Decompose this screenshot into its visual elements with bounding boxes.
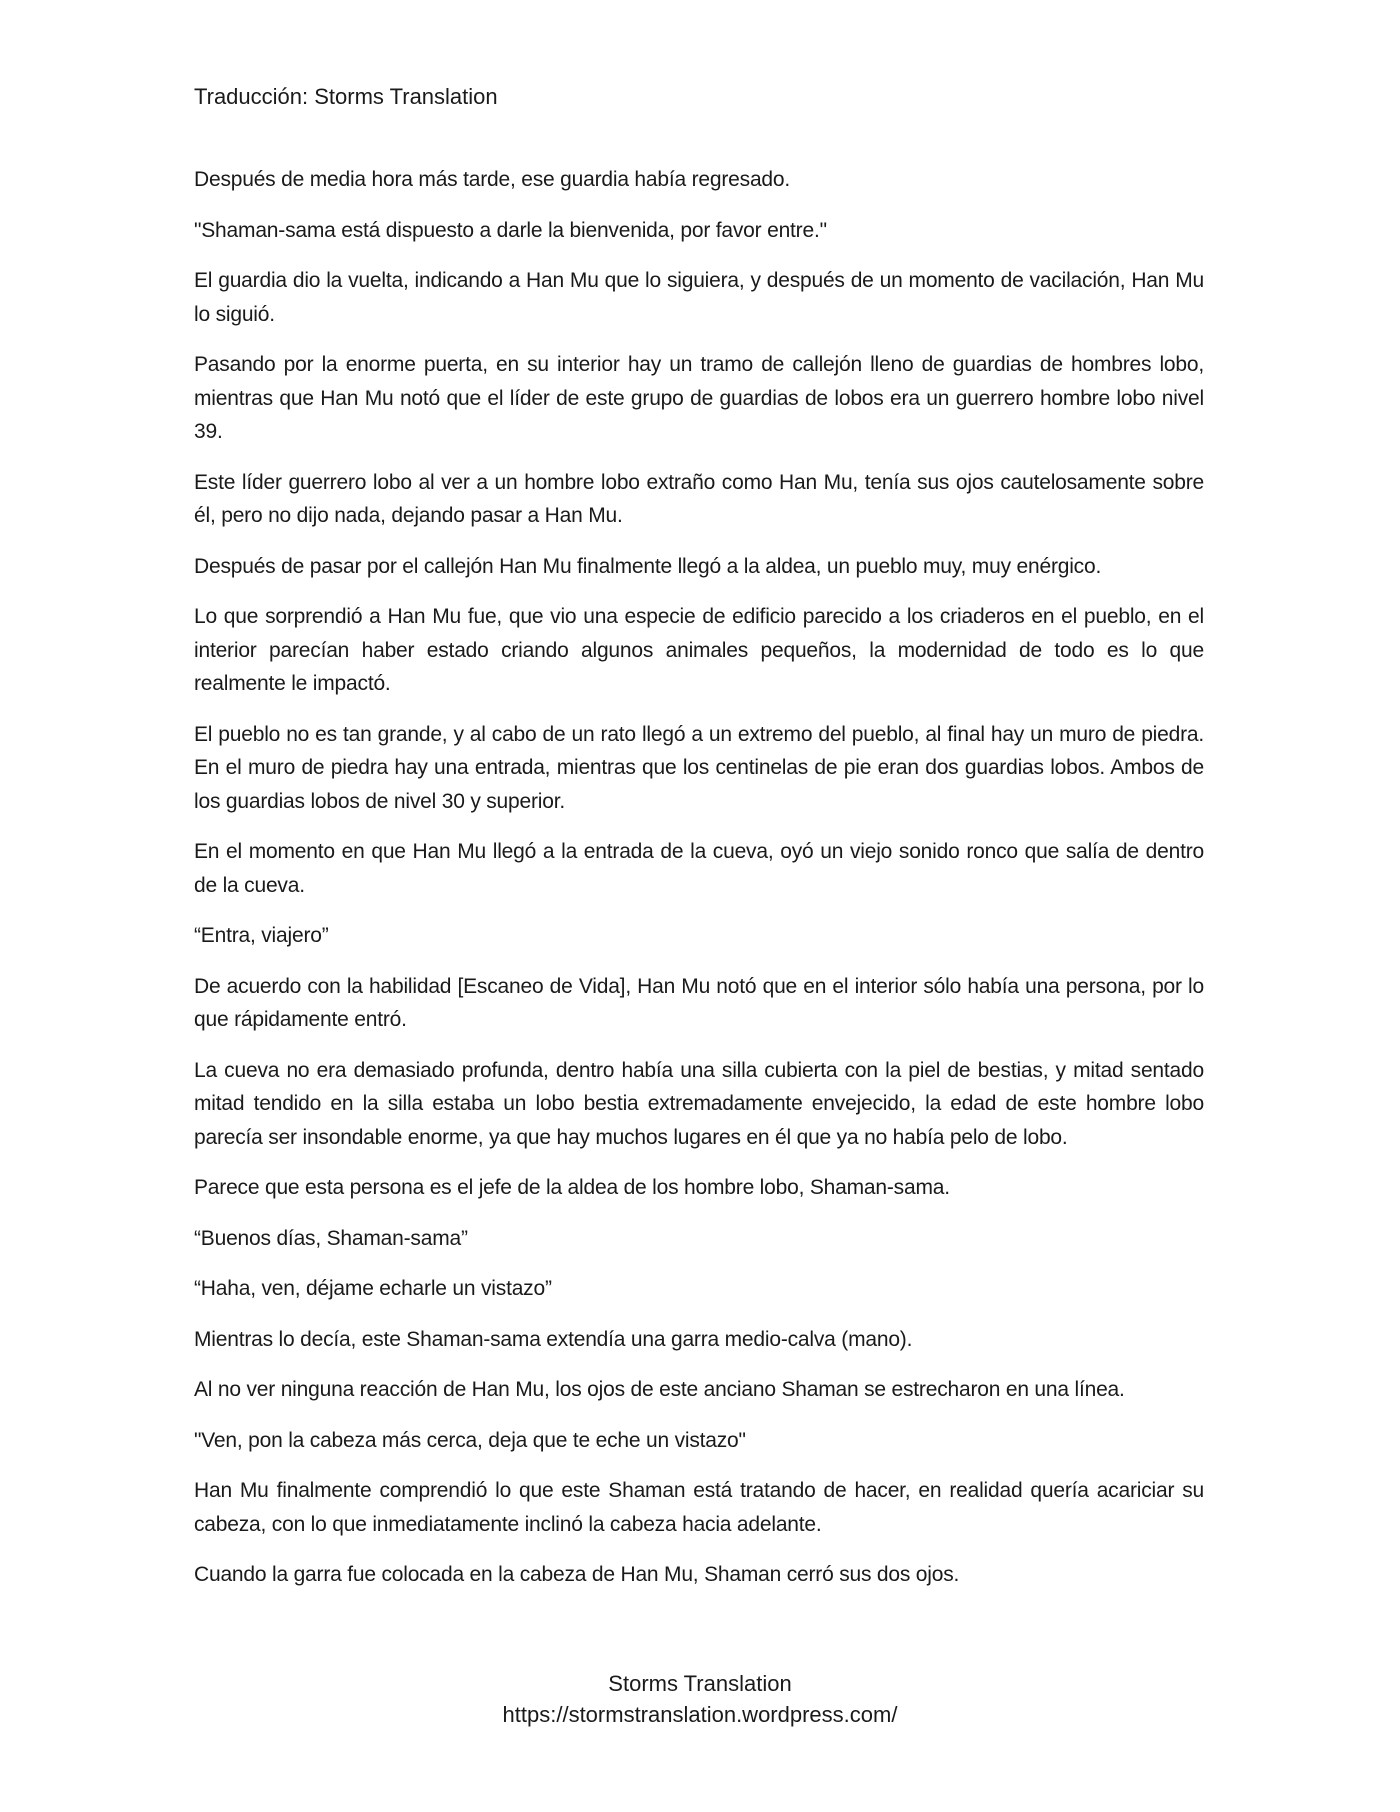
paragraph: Al no ver ninguna reacción de Han Mu, los ojos de este anciano Shaman se estrecharon en una línea. [194, 1378, 1125, 1401]
paragraph: El pueblo no es tan grande, y al cabo de un rato llegó a un extremo del pueblo, al final hay un muro de piedra. En el muro de piedra hay una entrada, mientras que los centinelas de pie eran dos guardias lobos. Ambos de los guardias lobos de nivel 30 y superior. [194, 722, 1204, 813]
footer-site-name: Storms Translation [608, 1671, 792, 1696]
paragraph: "Shaman-sama está dispuesto a darle la bienvenida, por favor entre." [194, 218, 827, 242]
translation-credit: Traducción: Storms Translation [194, 84, 498, 109]
paragraph: Parece que esta persona es el jefe de la aldea de los hombre lobo, Shaman-sama. [194, 1176, 950, 1199]
paragraph: Mientras lo decía, este Shaman-sama extendía una garra medio-calva (mano). [194, 1327, 913, 1351]
paragraph: "Ven, pon la cabeza más cerca, deja que te eche un vistazo" [194, 1428, 746, 1452]
paragraph: Cuando la garra fue colocada en la cabeza de Han Mu, Shaman cerró sus dos ojos. [194, 1563, 960, 1586]
page-footer [0, 1668, 1400, 1730]
paragraph: Este líder guerrero lobo al ver a un hombre lobo extraño como Han Mu, tenía sus ojos cautelosamente sobre él, pero no dijo nada, dejando pasar a Han Mu. [194, 470, 1204, 527]
footer-url: https://stormstranslation.wordpress.com/ [502, 1702, 898, 1727]
paragraph: En el momento en que Han Mu llegó a la entrada de la cueva, oyó un viejo sonido ronco que salía de dentro de la cueva. [194, 840, 1204, 897]
paragraph: “Entra, viajero” [194, 924, 329, 947]
paragraph: “Buenos días, Shaman-sama” [194, 1226, 468, 1250]
paragraph: Después de media hora más tarde, ese guardia había regresado. [194, 168, 791, 191]
paragraph: Después de pasar por el callejón Han Mu finalmente llegó a la aldea, un pueblo muy, muy enérgico. [194, 554, 1102, 578]
paragraph: Han Mu finalmente comprendió lo que este Shaman está tratando de hacer, en realidad quería acariciar su cabeza, con lo que inmediatamente inclinó la cabeza hacia adelante. [194, 1479, 1204, 1536]
paragraph: “Haha, ven, déjame echarle un vistazo” [194, 1277, 552, 1300]
paragraph: La cueva no era demasiado profunda, dentro había una silla cubierta con la piel de bestias, y mitad sentado mitad tendido en la silla estaba un lobo bestia extremadamente envejecido, la edad de este hombre lobo parecía ser insondable enorme, ya que hay muchos lugares en él que ya no había pelo de lobo. [194, 1058, 1204, 1149]
paragraph: El guardia dio la vuelta, indicando a Han Mu que lo siguiera, y después de un momento de vacilación, Han Mu lo siguió. [194, 269, 1204, 326]
paragraph: De acuerdo con la habilidad [Escaneo de Vida], Han Mu notó que en el interior sólo había una persona, por lo que rápidamente entró. [194, 974, 1204, 1031]
chapter-body [194, 163, 1204, 1609]
paragraph: Lo que sorprendió a Han Mu fue, que vio una especie de edificio parecido a los criaderos en el pueblo, en el interior parecían haber estado criando algunos animales pequeños, la modernidad de todo es lo que realmente le impactó. [194, 605, 1204, 695]
paragraph: Pasando por la enorme puerta, en su interior hay un tramo de callejón lleno de guardias de hombres lobo, mientras que Han Mu notó que el líder de este grupo de guardias de lobos era un guerrero hombre lobo nivel 39. [194, 353, 1204, 443]
